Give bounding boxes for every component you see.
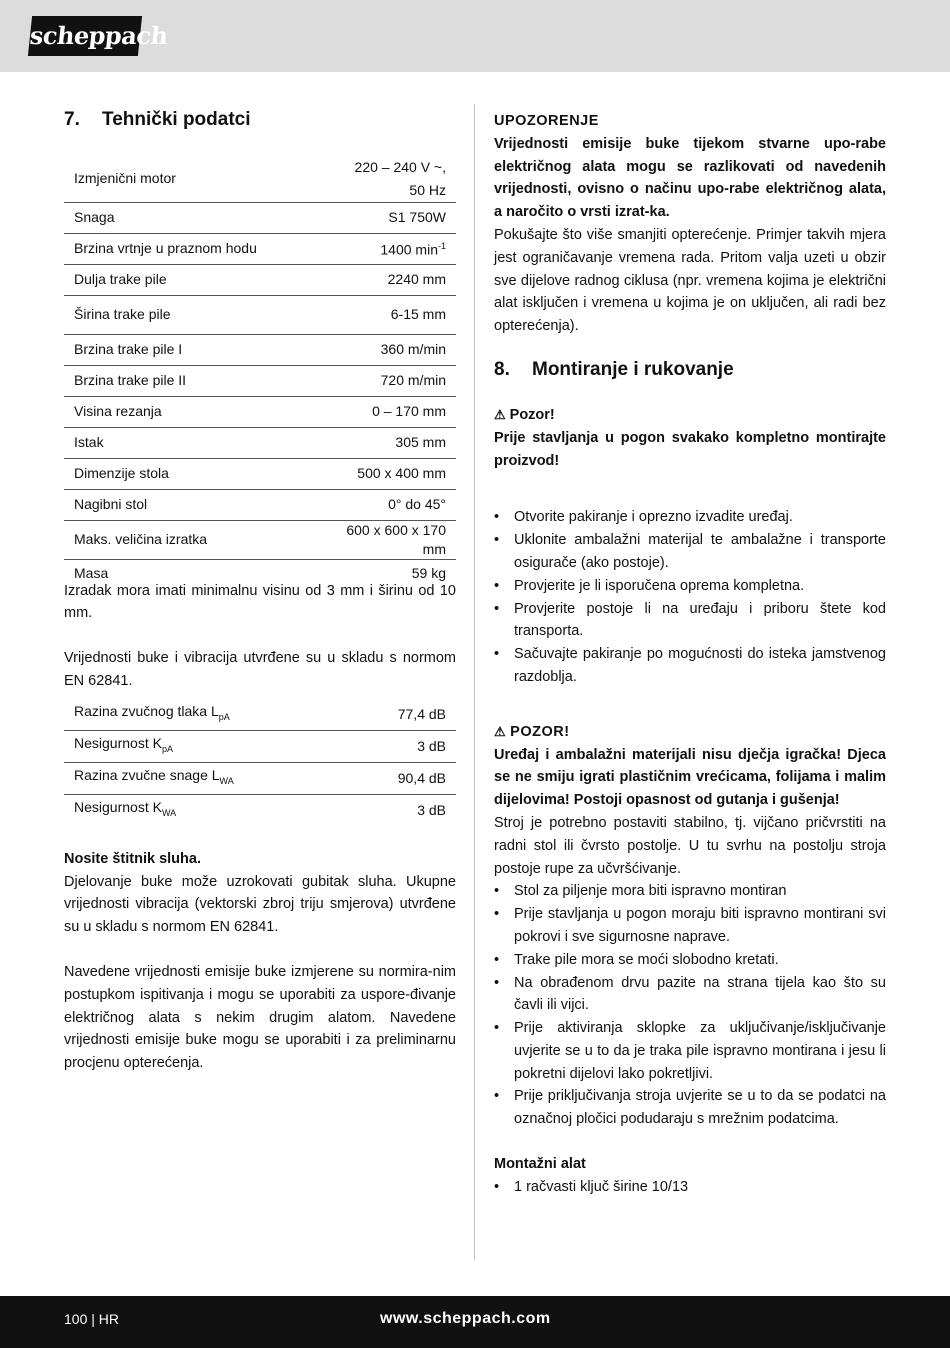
spec-value: 305 mm — [326, 427, 456, 458]
noise-standard-note: Vrijednosti buke i vibracija utvrđene su u skladu s normom EN 62841. — [64, 650, 456, 689]
warning-title: UPOZORENJE — [494, 113, 599, 129]
table-row — [64, 233, 456, 264]
list-item: • Trake pile mora se moći slobodno kretati. — [494, 949, 886, 972]
list-item: • Provjerite je li isporučena oprema kompletna. — [494, 575, 886, 598]
spec-label: Brzina trake pile II — [64, 365, 326, 396]
caution-2-heading — [494, 721, 886, 744]
noise-label-cell — [64, 730, 348, 762]
spec-value: 500 x 400 mm — [326, 458, 456, 489]
spec-unit-exponent: -1 — [437, 241, 446, 252]
unpacking-list — [494, 506, 886, 688]
noise-label-cell — [64, 794, 348, 826]
section-number: 7. — [64, 109, 80, 130]
warning-triangle-icon: ⚠ — [494, 406, 506, 422]
table-row — [64, 520, 456, 559]
caution-2-text: Uređaj i ambalažni materijali nisu dječja igračka! Djeca se ne smiju igrati plastičnim vrećicama, folijama i malim dijelovima! Postoji opasnost od gutanja i gušenja! — [494, 746, 886, 809]
list-item: • Prije stavljanja u pogon moraju biti ispravno montirani svi pokrovi i sve sigurnosne naprave. — [494, 903, 886, 949]
noise-label: Razina zvučne snage L — [74, 766, 220, 783]
noise-subscript: pA — [161, 743, 173, 754]
tools-list — [494, 1176, 886, 1199]
table-row — [64, 730, 456, 762]
noise-subscript: WA — [219, 775, 234, 786]
min-size-note: Izradak mora imati minimalnu visinu od 3 mm i širinu od 10 mm. — [64, 582, 456, 622]
spec-value: 1400 min — [380, 242, 438, 259]
warning-triangle-icon: ⚠ — [494, 723, 507, 739]
noise-label: Nesigurnost K — [74, 798, 162, 815]
page-number: 100 | HR — [64, 1311, 119, 1327]
spec-label: Maks. veličina izratka — [64, 520, 326, 559]
section-7-heading — [64, 106, 456, 134]
list-item: • Prije priključivanja stroja uvjerite se u to da se podatci na označnoj pločici podudaraju s mrežnim podatcima. — [494, 1085, 886, 1131]
left-column — [64, 106, 456, 1075]
spec-value: 59 kg — [411, 565, 446, 582]
table-row — [64, 156, 456, 202]
noise-label-cell — [64, 762, 348, 794]
noise-table — [64, 699, 456, 826]
ear-protection-text: Djelovanje buke može uzrokovati gubitak sluha. Ukupne vrijednosti vibracija (vektorski zbroj triju smjerova) utvrđene su u skladu s normom EN 62841. — [64, 873, 456, 936]
section-title: Montiranje i rukovanje — [532, 358, 734, 380]
page-footer — [0, 1296, 950, 1348]
table-row — [64, 427, 456, 458]
caution-1-heading — [494, 404, 886, 427]
stand-text: Stroj je potrebno postaviti stabilno, tj. vijčano pričvrstiti na radni stol ili čvrsto postolje. U tu svrhu na postolju stroja postoje rupe za učvršćivanje. — [494, 814, 886, 877]
warning-bold-text: Vrijednosti emisije buke tijekom stvarne upo-rabe električnog alata mogu se razlikovati od navedenih vrijednosti, ovisno o načinu upo-rabe električnog alata, a naročito o vrsti izrat-ka. — [494, 135, 886, 221]
table-row — [64, 202, 456, 233]
caution-1-title: Pozor! — [509, 406, 555, 423]
scheppach-logo: scheppach — [28, 16, 142, 56]
right-column — [494, 110, 886, 1199]
spec-label: Širina trake pile — [64, 295, 326, 334]
spec-value: S1 750W — [326, 202, 456, 233]
noise-subscript: pA — [218, 711, 230, 722]
table-row — [64, 762, 456, 794]
noise-value: 77,4 dB — [348, 699, 456, 731]
spec-label: Brzina vrtnje u praznom hodu — [64, 233, 326, 264]
noise-value: 90,4 dB — [348, 762, 456, 794]
spec-label: Masa — [74, 565, 109, 582]
table-row — [64, 396, 456, 427]
tools-heading: Montažni alat — [494, 1156, 586, 1173]
list-item: • Na obrađenom drvu pazite na strana tijela kao što su čavli ili vijci. — [494, 972, 886, 1018]
spec-value: 220 – 240 V ~, 50 Hz — [326, 156, 456, 202]
section-number: 8. — [494, 358, 510, 380]
assembly-list — [494, 880, 886, 1131]
spec-value: 720 m/min — [326, 365, 456, 396]
ear-protection-heading: Nosite štitnik sluha. — [64, 850, 201, 867]
website-link[interactable]: www.scheppach.com — [380, 1310, 551, 1327]
spec-label: Izmjenični motor — [64, 156, 326, 202]
list-item: • Otvorite pakiranje i oprezno izvadite uređaj. — [494, 506, 886, 529]
column-divider — [474, 104, 475, 1260]
table-row — [64, 295, 456, 334]
noise-label: Nesigurnost K — [74, 734, 162, 751]
emission-text: Navedene vrijednosti emisije buke izmjerene su normira-nim postupkom ispitivanja i mogu se uporabiti za uspore-đivanje električnog alata s nekim drugim alatom. Navedene vrijednosti emisije buke mogu se uporabiti i za preliminarnu procjenu opterećenja. — [64, 963, 456, 1072]
list-item: • Stol za piljenje mora biti ispravno montiran — [494, 880, 886, 903]
caution-1-text: Prije stavljanja u pogon svakako kompletno montirajte proizvod! — [494, 429, 886, 469]
spec-value: 0 – 170 mm — [326, 396, 456, 427]
spec-value-cell — [326, 233, 456, 264]
spec-value: 2240 mm — [326, 264, 456, 295]
table-row — [64, 365, 456, 396]
spec-label: Nagibni stol — [64, 489, 326, 520]
table-row — [64, 264, 456, 295]
specs-table — [64, 156, 456, 588]
caution-2-title: POZOR! — [510, 723, 570, 740]
table-row — [64, 458, 456, 489]
list-item: • Prije aktiviranja sklopke za uključivanje/isključivanje uvjerite se u to da je traka pile ispravno montirana i jesu li pokretni dijelovi lako pokretljivi. — [494, 1017, 886, 1085]
spec-label: Dulja trake pile — [64, 264, 326, 295]
table-row — [64, 489, 456, 520]
spec-value: 0° do 45° — [326, 489, 456, 520]
spec-value: 600 x 600 x 170 mm — [326, 520, 456, 559]
warning-text: Pokušajte što više smanjiti opterećenje. Primjer takvih mjera jest ograničavanje vremena rada. Pritom valja uzeti u obzir sve dijelove radnog ciklusa (npr. vremena kojima je električni alat isključen i vremena u kojima je on uključen, ali radi bez opterećenja). — [494, 226, 886, 335]
section-title: Tehnički podatci — [102, 109, 251, 130]
list-item: • Uklonite ambalažni materijal te ambalažne i transporte osigurače (ako postoje). — [494, 529, 886, 575]
list-item: • 1 račvasti ključ širine 10/13 — [494, 1176, 886, 1199]
spec-value: 6-15 mm — [326, 295, 456, 334]
list-item: • Provjerite postoje li na uređaju i priboru štete kod transporta. — [494, 598, 886, 644]
table-row — [64, 334, 456, 365]
noise-subscript: WA — [161, 807, 177, 818]
spec-value: 360 m/min — [326, 334, 456, 365]
noise-label: Razina zvučnog tlaka L — [74, 702, 219, 719]
spec-label: Snaga — [64, 202, 326, 233]
list-item: • Sačuvajte pakiranje po mogućnosti do isteka jamstvenog razdoblja. — [494, 643, 886, 689]
spec-label: Brzina trake pile I — [64, 334, 326, 365]
noise-value: 3 dB — [348, 730, 456, 762]
spec-label: Dimenzije stola — [64, 458, 326, 489]
page-header — [0, 0, 950, 72]
table-row — [64, 794, 456, 826]
noise-label-cell — [64, 699, 348, 731]
section-8-heading — [494, 356, 886, 384]
spec-label: Istak — [64, 427, 326, 458]
noise-value: 3 dB — [417, 801, 446, 818]
spec-label: Visina rezanja — [64, 396, 326, 427]
table-row — [64, 699, 456, 731]
